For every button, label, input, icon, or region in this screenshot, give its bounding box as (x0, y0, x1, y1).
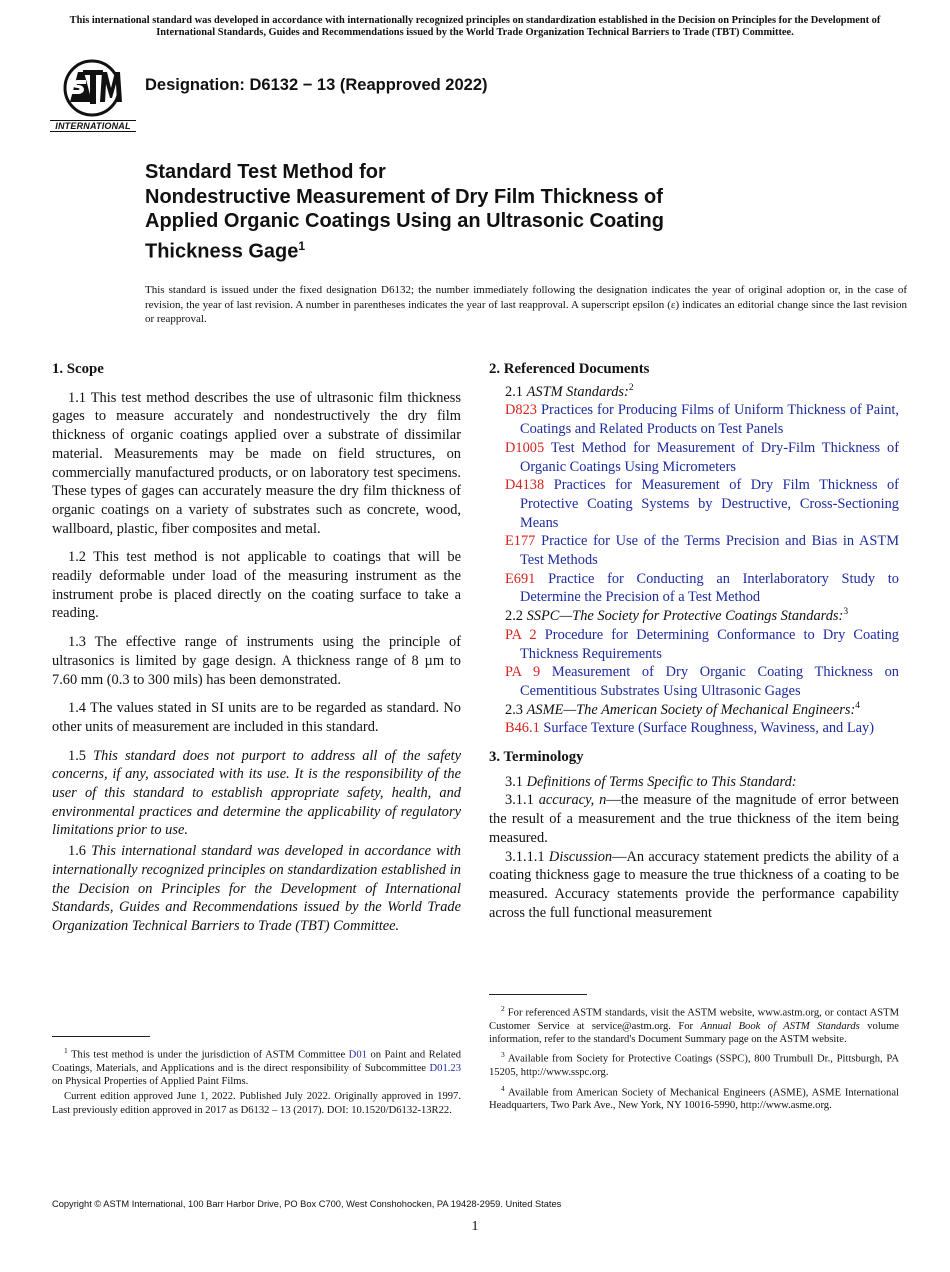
logo-international-text: INTERNATIONAL (50, 120, 136, 132)
paragraph-1-2: 1.2 This test method is not applicable to coatings that will be readily deformable under load of the measuring instrument as the instrument probe is placed directly on the coating surface to take a reading. (52, 549, 461, 622)
reference-item[interactable] (489, 401, 899, 438)
reference-code[interactable]: B46.1 (505, 720, 540, 737)
reference-item[interactable] (489, 626, 899, 663)
subcommittee-link[interactable]: D01.23 (429, 1062, 461, 1074)
astm-logo-icon (50, 58, 136, 134)
designation: Designation: D6132 − 13 (Reapproved 2022) (145, 76, 488, 94)
subsection-label: SSPC—The Society for Protective Coatings Standards: (526, 608, 844, 625)
paragraph-3-1 (489, 773, 899, 792)
paragraph-number: 1.6 (68, 843, 86, 860)
section-heading-scope: 1. Scope (52, 361, 104, 377)
footnotes-right (489, 1002, 899, 1115)
footnote-mark: 4 (855, 700, 860, 711)
reference-code[interactable]: D823 (505, 402, 537, 419)
footnote-mark: 3 (843, 607, 849, 618)
title-footnote-mark[interactable]: 1 (298, 238, 306, 253)
subsection-number: 2.2 (505, 608, 523, 625)
footnote-text: Available from Society for Protective Coatings (SSPC), 800 Trumbull Dr., Pittsburgh, PA 15205, http://www.sspc.org. (489, 1053, 899, 1079)
reference-code[interactable]: D1005 (505, 439, 545, 456)
reference-code[interactable]: E177 (505, 533, 536, 550)
footnote-3 (489, 1048, 899, 1079)
reference-code[interactable]: D4138 (505, 477, 545, 494)
top-notice: This international standard was developed in accordance with internationally recognized principles on standardization established in the Decision on Principles for the Development of International Standards, Guides and Recommendations issued by the World Trade Organization Technical Barriers to Trade (TBT) Committee. (69, 15, 881, 38)
section-heading-terminology: 3. Terminology (489, 749, 584, 766)
reference-code[interactable]: PA 9 (505, 664, 541, 681)
paragraph-1-4: 1.4 The values stated in SI units are to be regarded as standard. No other units of measurement are included in this standard. (52, 700, 461, 735)
reference-item[interactable] (489, 663, 899, 700)
subsection-asme-standards (489, 701, 899, 720)
reference-item[interactable] (489, 476, 899, 532)
reference-title[interactable]: Practices for Producing Films of Uniform Thickness of Paint, Coatings and Related Products on Test Panels (520, 402, 899, 438)
page-number: 1 (471, 1219, 479, 1234)
discussion-label: Discussion (548, 848, 613, 865)
reference-item[interactable] (489, 719, 899, 738)
subsection-astm-standards (489, 383, 899, 402)
footnote-text: For referenced ASTM standards, visit the ASTM website, www.astm.org, or contact ASTM Customer Service at service@astm.org. For (489, 1007, 900, 1032)
reference-title[interactable]: Practice for Use of the Terms Precision and Bias in ASTM Test Methods (520, 533, 899, 569)
right-column (489, 360, 899, 922)
footnote-text: on Paint and Related Coatings, Materials, and Applications and is the direct responsibility of Subcommittee (52, 1049, 461, 1074)
footnote-4 (489, 1082, 899, 1113)
reference-item[interactable] (489, 439, 899, 476)
paragraph-text: —the measure of the magnitude of error between the result of a measurement and the true thickness of the item being measured. (489, 792, 899, 846)
footnote-mark: 4 (501, 1083, 505, 1093)
subsection-number: 2.3 (505, 701, 523, 718)
paragraph-text: This standard does not purport to address all of the safety concerns, if any, associated with its use. It is the responsibility of the user of this standard to establish appropriate safety, health, and environmental practices and determine the applicability of regulatory limitations prior to use. (52, 747, 461, 839)
paragraph-number: 3.1.1.1 (505, 848, 545, 865)
left-column (52, 360, 461, 936)
footnote-mark: 2 (501, 1004, 505, 1013)
footnote-mark: 2 (628, 382, 634, 393)
footnote-rule-right (489, 994, 587, 995)
paragraph-1-1: 1.1 This test method describes the use of ultrasonic film thickness gages to measure accurately and nondestructively the dry film thickness of organic coatings applied over a substrate of dissimilar material. Measurements may be made on field structures, on commercially manufactured products, or on laboratory test specimens. These types of gages can accurately measure the dry film thickness of organic coatings on a variety of substrates such as concrete, wood, wallboard, plastic, fiber composites and metal. (52, 389, 461, 537)
paragraph-number: 3.1 (505, 773, 523, 790)
paragraph-1-3: 1.3 The effective range of instruments using the principle of ultrasonics is limited by gage design. A thickness range of 8 µm to 7.60 mm (0.3 to 300 mils) has been demonstrated. (52, 634, 461, 688)
defined-term: accuracy, n (538, 792, 607, 809)
reference-title[interactable]: Surface Texture (Surface Roughness, Waviness, and Lay) (543, 720, 874, 737)
footnote-2 (489, 1002, 899, 1046)
subsection-number: 2.1 (505, 383, 523, 400)
paragraph-number: 1.5 (68, 747, 86, 764)
reference-title[interactable]: Practices for Measurement of Dry Film Thickness of Protective Coating Systems by Destructive, Cross-Sectioning Means (520, 477, 899, 531)
footnote-text: Available from American Society of Mechanical Engineers (ASME), ASME International Headquarters, Two Park Ave., New York, NY 10016-5990, http://www.asme.org. (489, 1087, 899, 1112)
title-line: Applied Organic Coatings Using an Ultrasonic Coating (145, 210, 664, 232)
footnote-text: on Physical Properties of Applied Paint Films. (52, 1076, 249, 1088)
footnote-1 (52, 1044, 461, 1088)
paragraph-3-1-1 (489, 791, 899, 847)
reference-title[interactable]: Test Method for Measurement of Dry-Film Thickness of Organic Coatings Using Micrometers (520, 439, 900, 475)
title-line (145, 234, 845, 264)
paragraph-number: 3.1.1 (505, 792, 534, 809)
footnote-1-edition: Current edition approved June 1, 2022. Published July 2022. Originally approved in 1997. Last previously edition approved in 2017 as D6132 – 13 (2017). DOI: 10.1520/D6132-13R22. (52, 1091, 461, 1116)
paragraph-text: This international standard was developed in accordance with internationally recognized principles on standardization established in the Decision on Principles for the Development of International Standards, Guides and Recommendations issued by the World Trade Organization Technical Barriers to Trade (TBT) Committee. (52, 843, 461, 934)
title-line: Nondestructive Measurement of Dry Film Thickness of (145, 185, 663, 208)
paragraph-text: Definitions of Terms Specific to This Standard: (526, 773, 797, 790)
title-line: Standard Test Method for (145, 161, 386, 183)
document-title (145, 160, 845, 264)
subsection-sspc-standards (489, 607, 899, 626)
paragraph-text: —An accuracy statement predicts the ability of a coating thickness gage to measure the true thickness of a coating to be measured. Accuracy statements provide the performance capability across the full functional measurement (489, 848, 899, 921)
subsection-label: ASME—The American Society of Mechanical Engineers: (526, 701, 856, 718)
reference-title[interactable]: Practice for Conducting an Interlaboratory Study to Determine the Precision of a Test Method (520, 570, 899, 606)
section-heading-referenced-documents: 2. Referenced Documents (489, 361, 650, 377)
subsection-label: ASTM Standards: (526, 383, 629, 400)
reference-title[interactable]: Procedure for Determining Conformance to Dry Coating Thickness Requirements (520, 626, 899, 662)
footnote-mark: 3 (501, 1050, 505, 1060)
paragraph-1-5 (52, 747, 461, 841)
title-line-text: Thickness Gage (145, 240, 299, 263)
footnotes-left (52, 1044, 461, 1119)
reference-item[interactable] (489, 570, 899, 607)
footnote-mark: 1 (64, 1046, 68, 1055)
reference-code[interactable]: PA 2 (505, 626, 537, 643)
footnote-text: volume information, refer to the standard's Document Summary page on the ASTM website. (489, 1020, 900, 1046)
footnote-italic: Annual Book of ASTM Standards (700, 1020, 860, 1032)
committee-link[interactable]: D01 (348, 1049, 367, 1061)
footnote-text: This test method is under the jurisdiction of ASTM Committee (71, 1049, 346, 1061)
paragraph-3-1-1-1 (489, 848, 899, 923)
issuance-statement: This standard is issued under the fixed designation D6132; the number immediately following the designation indicates the year of original adoption or, in the case of revision, the year of last revision. A number in parentheses indicates the year of last reapproval. A superscript epsilon (ε) indicates an editorial change since the last revision or reapproval. (145, 284, 907, 325)
footnote-rule-left (52, 1036, 150, 1037)
reference-title[interactable]: Measurement of Dry Organic Coating Thickness on Cementitious Substrates Using Ultrasonic Gages (520, 664, 899, 699)
reference-code[interactable]: E691 (505, 570, 536, 587)
paragraph-1-6 (52, 842, 461, 936)
reference-item[interactable] (489, 532, 899, 569)
copyright-line: Copyright © ASTM International, 100 Barr Harbor Drive, PO Box C700, West Conshohocken, PA 19428-2959. United States (52, 1199, 562, 1209)
